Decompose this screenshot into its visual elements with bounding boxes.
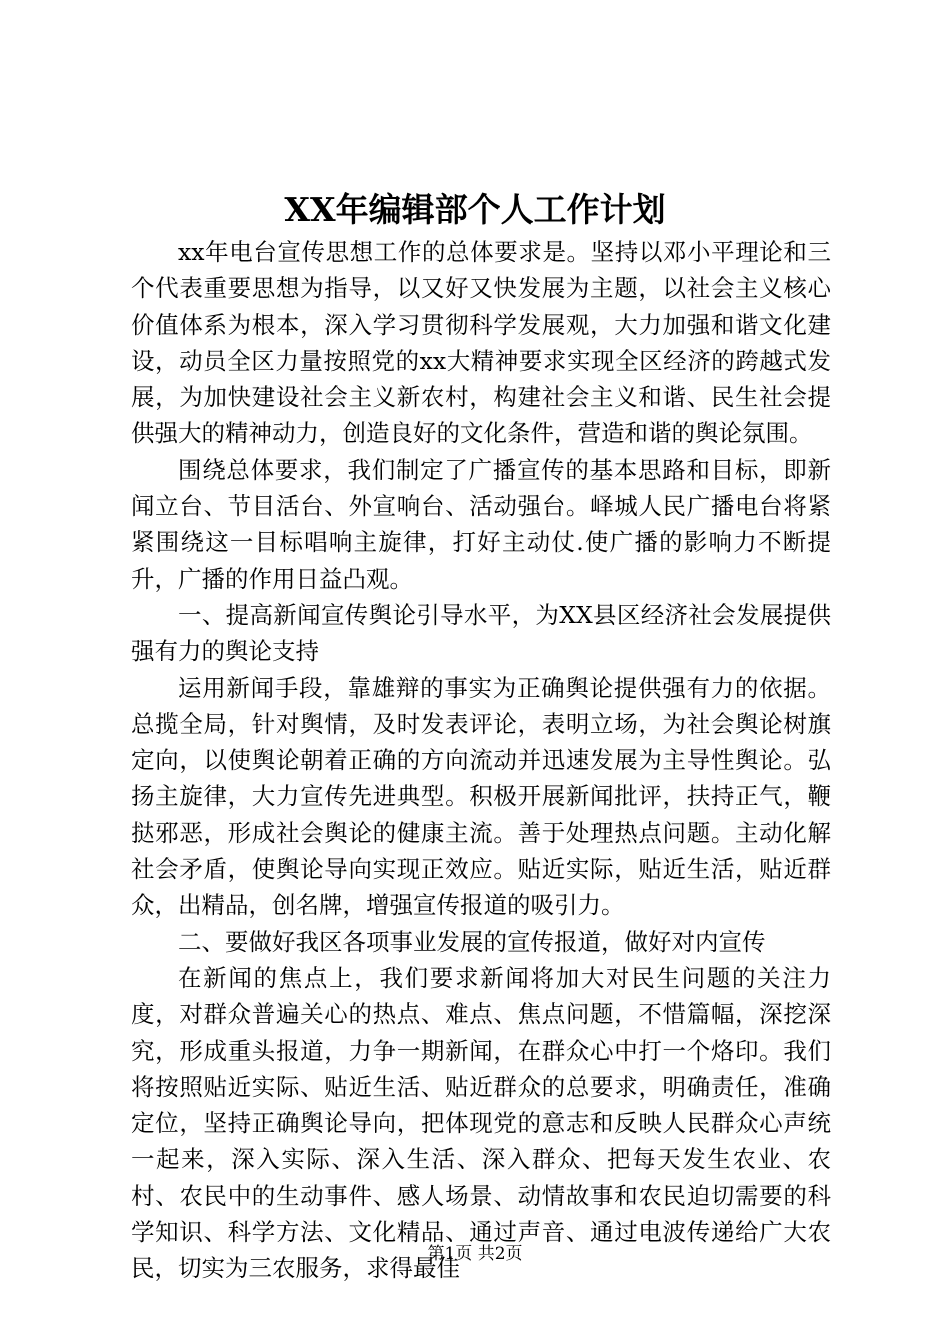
section-heading-2: 二、要做好我区各项事业发展的宣传报道，做好对内宣传 [178, 927, 766, 956]
paragraph-3: 运用新闻手段，靠雄辩的事实为正确舆论提供强有力的依据。总揽全局，针对舆情，及时发表评论，表明立场，为社会舆论树旗定向，以使舆论朝着正确的方向流动并迅速发展为主导性舆论。弘扬主旋律，大力宣传先进典型。积极开展新闻批评，扶持正气，鞭挞邪恶，形成社会舆论的健康主流。善于处理热点问题。主动化解社会矛盾，使舆论导向实现正效应。贴近实际，贴近生活，贴近群众，出精品，创名牌，增强宣传报道的吸引力。 [131, 673, 831, 920]
section-heading-1: 一、提高新闻宣传舆论引导水平，为XX县区经济社会发展提供强有力的舆论支持 [131, 600, 831, 666]
paragraph-2: 围绕总体要求，我们制定了广播宣传的基本思路和目标，即新闻立台、节目活台、外宣响台、活动强台。峄城人民广播电台将紧紧围绕这一目标唱响主旋律，打好主动仗.使广播的影响力不断提升，广播的作用日益凸观。 [131, 455, 831, 593]
document-body [131, 234, 831, 1287]
paragraph-1: xx年电台宣传思想工作的总体要求是。坚持以邓小平理论和三个代表重要思想为指导，以又好又快发展为主题，以社会主义核心价值体系为根本，深入学习贯彻科学发展观，大力加强和谐文化建设，动员全区力量按照党的xx大精神要求实现全区经济的跨越式发展，为加快建设社会主义新农村，构建社会主义和谐、民生社会提供强大的精神动力，创造良好的文化条件，营造和谐的舆论氛围。 [131, 238, 831, 448]
document-title: XX年编辑部个人工作计划 [284, 190, 666, 229]
page-footer: 第1页 共2页 [427, 1244, 523, 1264]
paragraph-4: 在新闻的焦点上，我们要求新闻将加大对民生问题的关注力度，对群众普遍关心的热点、难点、焦点问题，不惜篇幅，深挖深究，形成重头报道，力争一期新闻，在群众心中打一个烙印。我们将按照贴近实际、贴近生活、贴近群众的总要求，明确责任，准确定位，坚持正确舆论导向，把体现党的意志和反映人民群众心声统一起来，深入实际、深入生活、深入群众、把每天发生农业、农村、农民中的生动事件、感人场景、动情故事和农民迫切需要的科学知识、科学方法、文化精品、通过声音、通过电波传递给广大农民，切实为三农服务，求得最佳 [131, 963, 831, 1283]
